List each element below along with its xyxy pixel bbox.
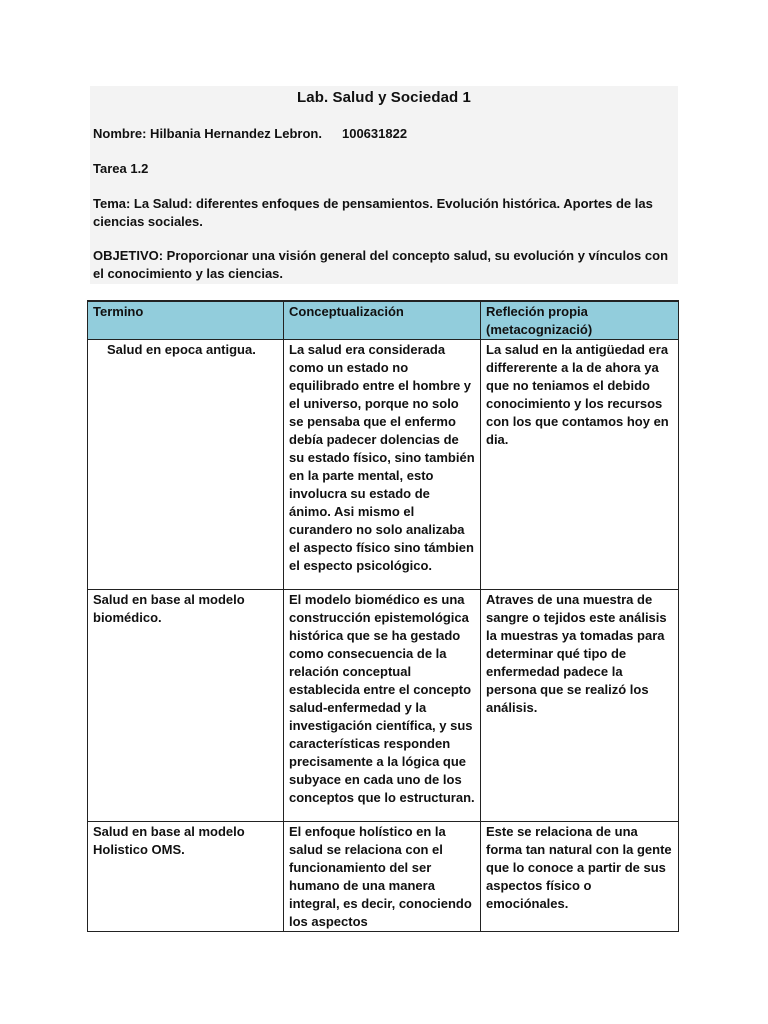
table-row [88, 822, 679, 932]
table-row [88, 340, 679, 590]
table-header-row [88, 301, 679, 340]
table-row [88, 590, 679, 822]
cell-reflexion: La salud en la antigüedad era differerente a la de ahora ya que no teniamos el debido conocimiento y los recursos con los que contamos hoy en dia. [481, 340, 679, 590]
cell-conceptualizacion: El enfoque holístico en la salud se relaciona con el funcionamiento del ser humano de una manera integral, es decir, conociendo los aspectos [284, 822, 481, 932]
column-header-conceptualizacion: Conceptualización [284, 301, 481, 340]
objetivo-line: OBJETIVO: Proporcionar una visión general del concepto salud, su evolución y vínculos con el conocimiento y las ciencias. [93, 248, 669, 281]
cell-termino: Salud en epoca antigua. [88, 340, 284, 590]
tarea-line: Tarea 1.2 [93, 161, 149, 176]
student-id: 100631822 [341, 126, 408, 141]
cell-conceptualizacion: La salud era considerada como un estado no equilibrado entre el hombre y el universo, porque no solo se pensaba que el enfermo debía padecer dolencias de su estado físico, sino también en la parte mental, esto involucra su estado de ánimo. Asi mismo el curandero no solo analizaba el aspecto físico sino támbien el especto psicológico. [284, 340, 481, 590]
cell-termino: Salud en base al modelo Holistico OMS. [88, 822, 284, 932]
concept-table [87, 300, 679, 932]
student-name-line [93, 125, 675, 143]
column-header-termino: Termino [88, 301, 284, 340]
document-title: Lab. Salud y Sociedad 1 [296, 89, 472, 106]
cell-termino: Salud en base al modelo biomédico. [88, 590, 284, 822]
cell-reflexion: Atraves de una muestra de sangre o tejidos este análisis la muestras ya tomadas para determinar qué tipo de enfermedad padece la persona que se realizó los análisis. [481, 590, 679, 822]
column-header-reflexion: Refleción propia (metacognizació) [481, 301, 679, 340]
cell-reflexion: Este se relaciona de una forma tan natural con la gente que lo conoce a partir de sus aspectos físico o emociónales. [481, 822, 679, 932]
tema-line: Tema: La Salud: diferentes enfoques de pensamientos. Evolución histórica. Aportes de las ciencias sociales. [93, 196, 653, 229]
cell-conceptualizacion: El modelo biomédico es una construcción epistemológica histórica que se ha gestado como consecuencia de la relación conceptual establecida entre el concepto salud-enfermedad y la investigación científica, y sus características responden precisamente a la lógica que subyace en cada uno de los conceptos que lo estructuran. [284, 590, 481, 822]
student-name: Nombre: Hilbania Hernandez Lebron. [93, 126, 322, 141]
